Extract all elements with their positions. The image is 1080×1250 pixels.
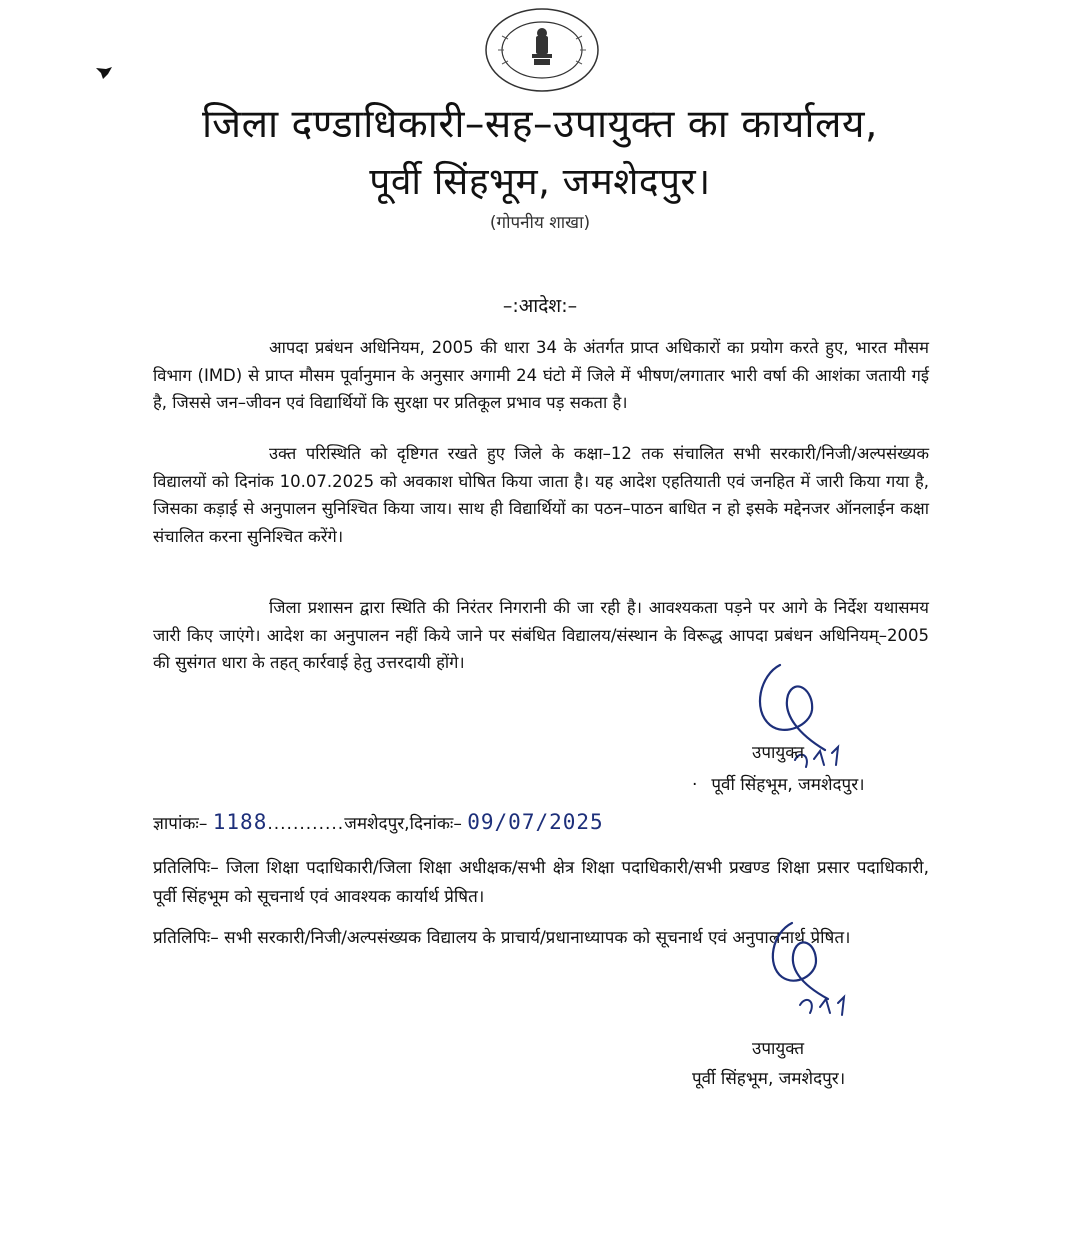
office-title-line2: पूर्वी सिंहभूम, जमशेदपुर। xyxy=(369,160,711,203)
order-heading: –:आदेश:– xyxy=(502,295,578,317)
emblem-seal-icon xyxy=(482,6,602,94)
signature-top-place xyxy=(692,772,865,795)
memo-label: ज्ञापांकः– xyxy=(153,814,208,834)
reference-line xyxy=(153,810,604,834)
section-name: (गोपनीय शाखा) xyxy=(489,213,591,233)
office-title-line1: जिला दण्डाधिकारी–सह–उपायुक्त का कार्यालय, xyxy=(202,102,878,147)
signature-bottom-title: उपायुक्त xyxy=(752,1039,805,1059)
memo-dots: ............ xyxy=(267,814,345,834)
order-paragraph-2: उक्त परिस्थिति को दृष्टिगत रखते हुए जिले के कक्षा–12 तक संचालित सभी सरकारी/निजी/अल्पसंख्यक विद्यालयों को दिनांक 10.07.2025 को अवकाश घोषित किया जाता है। यह आदेश एहतियाती एवं जनहित में जारी किया गया है, जिसका कड़ाई से अनुपालन सुनिश्चित किया जाय। साथ ही विद्यार्थियों का पठन–पाठन बाधित न हो इसके मद्देनजर ऑनलाईन कक्षा संचालित करना सुनिश्चित करेंगे। xyxy=(153,444,929,546)
place-date-label: जमशेदपुर,दिनांकः– xyxy=(344,814,462,834)
signature-bottom-place: पूर्वी सिंहभूम, जमशेदपुर। xyxy=(692,1069,846,1089)
copy-to-1: प्रतिलिपिः– जिला शिक्षा पदाधिकारी/जिला शिक्षा अधीक्षक/सभी क्षेत्र शिक्षा पदाधिकारी/सभी प्रखण्ड शिक्षा प्रसार पदाधिकारी, पूर्वी सिंहभूम को सूचनार्थ एवं आवश्यक कार्यार्थ प्रेषित। xyxy=(153,858,929,907)
copy-to-2: प्रतिलिपिः– सभी सरकारी/निजी/अल्पसंख्यक विद्यालय के प्राचार्य/प्रधानाध्यापक को सूचनार्थ एवं अनुपालनार्थ प्रेषित। xyxy=(153,928,851,948)
signature-top-place-text: पूर्वी सिंहभूम, जमशेदपुर। xyxy=(711,775,865,795)
order-paragraph-3: जिला प्रशासन द्वारा स्थिति की निरंतर निगरानी की जा रही है। आवश्यकता पड़ने पर आगे के निर्देश यथासमय जारी किए जाएंगे। आदेश का अनुपालन नहीं किये जाने पर संबंधित विद्यालय/संस्थान के विरूद्ध आपदा प्रबंधन अधिनियम्–2005 की सुसंगत धारा के तहत् कार्रवाई हेतु उत्तरदायी होंगे। xyxy=(153,598,929,672)
order-paragraph-1: आपदा प्रबंधन अधिनियम, 2005 की धारा 34 के अंतर्गत प्राप्त अधिकारों का प्रयोग करते हुए, भारत मौसम विभाग (IMD) से प्राप्त मौसम पूर्वानुमान के अनुसार अगामी 24 घंटो में जिले में भीषण/लगातार भारी वर्षा की आशंका जतायी गई है, जिससे जन–जीवन एवं विद्यार्थियों कि सुरक्षा पर प्रतिकूल प्रभाव पड़ सकता है। xyxy=(153,338,929,412)
memo-date: 09/07/2025 xyxy=(467,810,604,834)
bullet-dot: · xyxy=(692,775,698,795)
memo-number: 1188 xyxy=(212,810,268,834)
signature-top-title: उपायुक्त xyxy=(752,743,805,763)
corner-mark-icon xyxy=(94,66,114,80)
